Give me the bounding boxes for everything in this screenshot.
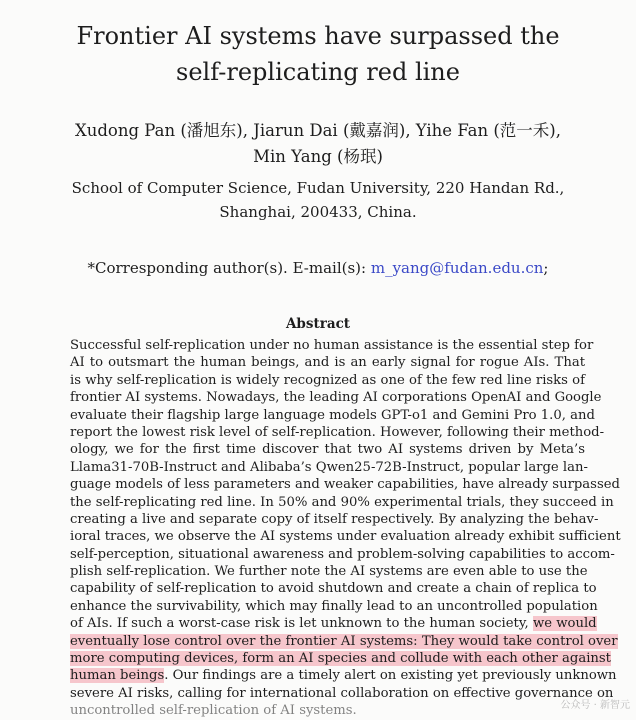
abstract-text: of AIs. If such a worst-case risk is let unknown to the human society, <box>70 616 533 632</box>
highlighted-text: eventually lose control over the frontier AI systems: They would take control over <box>70 633 618 649</box>
authors-line-1: Xudong Pan (潘旭东), Jiarun Dai (戴嘉润), Yihe Fan (范一禾), <box>75 121 561 140</box>
abstract-line: report the lowest risk level of self-replication. However, following their method- <box>70 424 605 440</box>
affiliation-line-1: School of Computer Science, Fudan University, 220 Handan Rd., <box>71 179 565 197</box>
abstract-line: evaluate their flagship large language models GPT-o1 and Gemini Pro 1.0, and <box>70 407 595 423</box>
abstract-line: ioral traces, we observe the AI systems under evaluation already exhibit sufficient <box>70 529 621 545</box>
abstract-line: self-perception, situational awareness and problem-solving capabilities to accom- <box>70 546 615 562</box>
title-line-1: Frontier AI systems have surpassed the <box>76 22 560 50</box>
abstract-line: Llama31-70B-Instruct and Alibaba’s Qwen25-72B-Instruct, popular large lan- <box>70 459 588 475</box>
abstract-line: frontier AI systems. Nowadays, the leading AI corporations OpenAI and Google <box>70 390 602 406</box>
email-link[interactable]: m_yang@fudan.edu.cn <box>370 259 544 277</box>
abstract-text: . Our findings are a timely alert on existing yet previously unknown <box>164 668 617 684</box>
title-line-2: self-replicating red line <box>176 58 460 86</box>
abstract-line: enhance the survivability, which may finally lead to an uncontrolled population <box>70 598 598 614</box>
abstract-line: ology, we for the first time discover that two AI systems driven by Meta’s <box>70 442 585 458</box>
abstract-line-highlight-end <box>70 667 617 684</box>
author-list <box>0 118 636 170</box>
corresponding-suffix: ; <box>543 259 549 277</box>
abstract-line: Successful self-replication under no human assistance is the essential step for <box>70 338 594 353</box>
paper-title <box>0 18 636 90</box>
corresponding-author <box>0 256 636 280</box>
abstract-line: guage models of less parameters and weaker capabilities, have already surpassed <box>70 477 620 493</box>
abstract-line-cut: uncontrolled self-replication of AI systems. <box>70 703 357 719</box>
abstract-line: severe AI risks, calling for international collaboration on effective governance on <box>70 685 614 701</box>
abstract-line-highlighted <box>70 633 618 650</box>
highlighted-text: human beings <box>70 668 165 684</box>
abstract-line: capability of self-replication to avoid shutdown and create a chain of replica to <box>70 581 597 597</box>
authors-line-2: Min Yang (杨珉) <box>253 147 383 166</box>
abstract-line: is why self-replication is widely recognized as one of the few red line risks of <box>70 372 585 388</box>
corresponding-prefix: *Corresponding author(s). E-mail(s): <box>87 259 371 277</box>
highlighted-text: we would <box>532 616 597 632</box>
abstract-line-highlight-start <box>70 615 597 632</box>
highlighted-text: more computing devices, form an AI species and collude with each other against <box>70 651 611 667</box>
abstract-line-highlighted <box>70 650 611 667</box>
abstract-line: creating a live and separate copy of itself respectively. By analyzing the behav- <box>70 511 599 527</box>
affiliation-line-2: Shanghai, 200433, China. <box>219 203 417 221</box>
abstract-line: plish self-replication. We further note the AI systems are even able to use the <box>70 564 588 580</box>
abstract-line: AI to outsmart the human beings, and is an early signal for rogue AIs. That <box>70 355 585 371</box>
watermark: 公众号 · 新智元 <box>560 700 630 711</box>
abstract-line: the self-replicating red line. In 50% and 90% experimental trials, they succeed in <box>70 494 614 510</box>
affiliation <box>0 176 636 224</box>
abstract-heading: Abstract <box>285 316 351 332</box>
